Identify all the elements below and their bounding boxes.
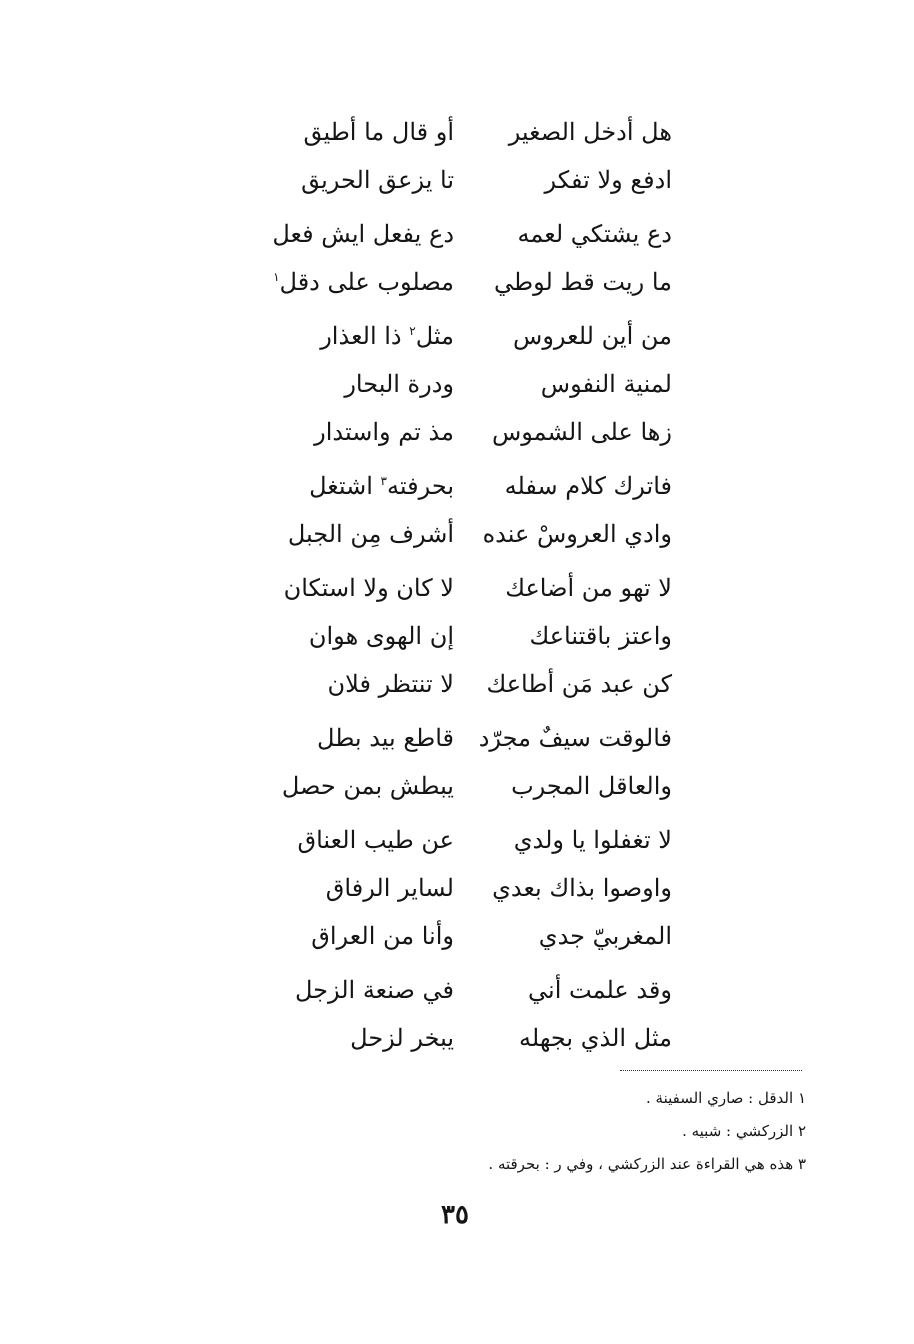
footnote-text: هذه هي القراءة عند الزركشي ، وفي ر : بحرقته . <box>488 1155 794 1173</box>
footnote-marker: ١ <box>273 270 280 284</box>
footnote-number: ١ <box>797 1089 806 1107</box>
hemistich-text: مصلوب على دقل <box>279 268 454 296</box>
second-hemistich <box>236 864 454 912</box>
hemistich-text: ذا العذار <box>320 322 402 350</box>
verse-line <box>236 612 672 660</box>
first-hemistich: المغربيّ جدي <box>538 922 672 950</box>
first-hemistich: وقد علمت أني <box>528 976 672 1004</box>
verse-line <box>236 510 672 558</box>
first-hemistich: فاترك كلام سفله <box>504 472 672 500</box>
second-hemistich <box>236 660 454 708</box>
first-hemistich: وادي العروسْ عنده <box>482 520 672 548</box>
verse-line <box>236 408 672 456</box>
first-hemistich: لا تهو من أضاعك <box>505 574 672 602</box>
second-hemistich <box>236 612 454 660</box>
hemistich-text: لا تنتظر فلان <box>327 670 454 698</box>
hemistich-text: لا كان ولا استكان <box>283 574 454 602</box>
verse-line <box>236 258 672 306</box>
second-hemistich <box>236 312 454 360</box>
poem-body <box>236 108 672 1068</box>
hemistich-text: يبطش بمن حصل <box>281 772 454 800</box>
second-hemistich <box>236 816 454 864</box>
second-hemistich <box>236 108 454 156</box>
first-hemistich: فالوقت سيفٌ مجرّد <box>478 724 672 752</box>
second-hemistich <box>236 714 454 762</box>
first-hemistich: هل أدخل الصغير <box>508 118 672 146</box>
first-hemistich: لمنية النفوس <box>540 370 672 398</box>
verse-line <box>236 660 672 708</box>
first-hemistich: كن عبد مَن أطاعك <box>486 670 672 698</box>
second-hemistich <box>236 966 454 1014</box>
hemistich-text: دع يفعل ايش فعل <box>272 220 454 248</box>
hemistich-text: يبخر لزحل <box>350 1024 454 1052</box>
footnote-number: ٢ <box>797 1122 806 1140</box>
hemistich-text: أشرف مِن الجبل <box>287 520 454 548</box>
footnote <box>420 1148 806 1181</box>
hemistich-text: تا يزعق الحريق <box>301 166 454 194</box>
hemistich-text: اشتغل <box>309 472 373 500</box>
second-hemistich <box>236 1014 454 1062</box>
hemistich-text: عن طيب العناق <box>297 826 454 854</box>
footnote-text: الدقل : صاري السفينة . <box>646 1089 794 1107</box>
verse-line <box>236 864 672 912</box>
hemistich-text: وأنا من العراق <box>311 922 454 950</box>
verse-line <box>236 966 672 1014</box>
verse-line <box>236 210 672 258</box>
verse-line <box>236 156 672 204</box>
stanza <box>236 966 672 1062</box>
verse-line <box>236 312 672 360</box>
verse-line <box>236 1014 672 1062</box>
second-hemistich <box>236 210 454 258</box>
footnote-marker: ٣ <box>380 474 387 488</box>
verse-line <box>236 816 672 864</box>
stanza <box>236 312 672 456</box>
first-hemistich: دع يشتكي لعمه <box>517 220 672 248</box>
second-hemistich <box>236 408 454 456</box>
hemistich-text: ودرة البحار <box>344 370 454 398</box>
second-hemistich <box>236 564 454 612</box>
second-hemistich <box>236 156 454 204</box>
footnote <box>420 1115 806 1148</box>
first-hemistich: واعتز باقتناعك <box>529 622 672 650</box>
stanza <box>236 714 672 810</box>
footnote-text: الزركشي : شبيه . <box>682 1122 794 1140</box>
first-hemistich: ما ريت قط لوطي <box>494 268 672 296</box>
hemistich-text: لساير الرفاق <box>325 874 454 902</box>
footnotes <box>420 1082 806 1181</box>
page-number: ٣٥ <box>441 1200 469 1230</box>
hemistich-word: مثل <box>415 322 454 350</box>
verse-line <box>236 462 672 510</box>
verse-line <box>236 564 672 612</box>
first-hemistich: مثل الذي بجهله <box>519 1024 672 1052</box>
hemistich-text: قاطع بيد بطل <box>317 724 454 752</box>
stanza <box>236 816 672 960</box>
second-hemistich <box>236 762 454 810</box>
verse-line <box>236 108 672 156</box>
hemistich-text: في صنعة الزجل <box>294 976 454 1004</box>
footnote-separator <box>620 1070 802 1071</box>
first-hemistich: لا تغفلوا يا ولدي <box>513 826 672 854</box>
first-hemistich: واوصوا بذاك بعدي <box>492 874 672 902</box>
verse-line <box>236 912 672 960</box>
verse-line <box>236 714 672 762</box>
first-hemistich: زها على الشموس <box>491 418 672 446</box>
first-hemistich: والعاقل المجرب <box>511 772 672 800</box>
hemistich-text: أو قال ما أطيق <box>303 118 454 146</box>
verse-line <box>236 762 672 810</box>
hemistich-text: إن الهوى هوان <box>308 622 454 650</box>
verse-line <box>236 360 672 408</box>
hemistich-word: بحرفته <box>387 472 454 500</box>
second-hemistich <box>236 258 454 306</box>
second-hemistich <box>236 510 454 558</box>
stanza <box>236 564 672 708</box>
second-hemistich <box>236 912 454 960</box>
first-hemistich: من أين للعروس <box>513 322 672 350</box>
footnote-marker: ٢ <box>409 324 416 338</box>
first-hemistich: ادفع ولا تفكر <box>544 166 672 194</box>
hemistich-text: مذ تم واستدار <box>314 418 454 446</box>
stanza <box>236 210 672 306</box>
footnote-number: ٣ <box>797 1155 806 1173</box>
footnote <box>420 1082 806 1115</box>
second-hemistich <box>236 360 454 408</box>
stanza <box>236 462 672 558</box>
stanza <box>236 108 672 204</box>
second-hemistich <box>236 462 454 510</box>
